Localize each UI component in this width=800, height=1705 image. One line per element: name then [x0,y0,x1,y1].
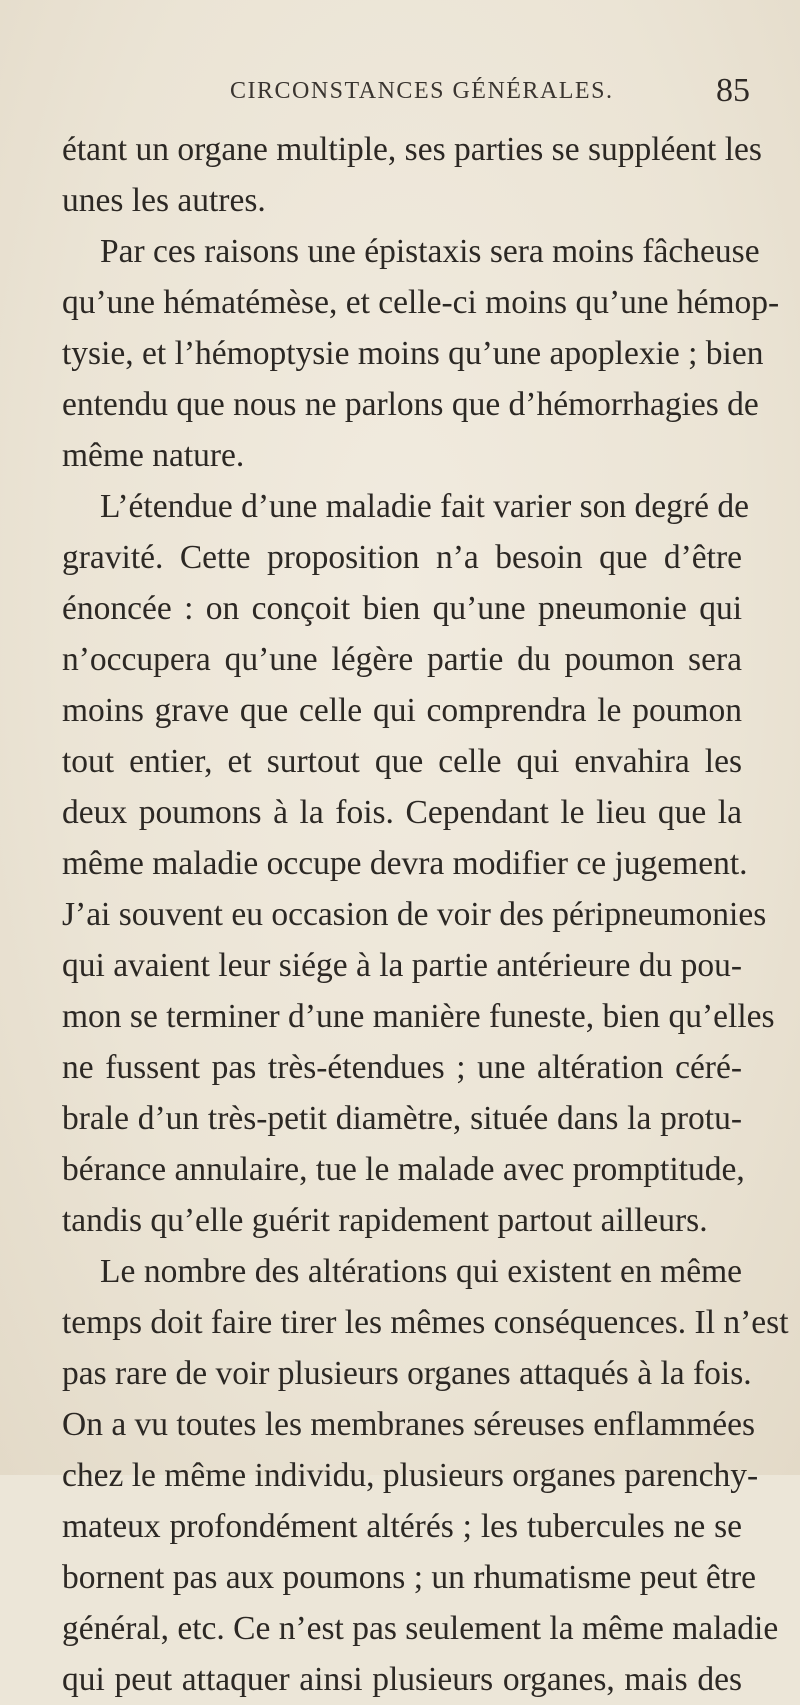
running-head [60,72,750,118]
text-line: deux poumons à la fois. Cependant le lieu que la [62,794,742,831]
text-line: général, etc. Ce n’est pas seulement la même maladie [62,1610,779,1647]
text-line: n’occupera qu’une légère partie du poumon sera [62,641,742,678]
text-line: énoncée : on conçoit bien qu’une pneumonie qui [62,590,742,627]
text-line: J’ai souvent eu occasion de voir des péripneumonies [62,896,767,933]
text-line: tout entier, et surtout que celle qui envahira les [62,743,742,780]
text-line: bornent pas aux poumons ; un rhumatisme peut être [62,1559,757,1596]
text-line: même maladie occupe devra modifier ce jugement. [62,845,748,882]
text-line: Le nombre des altérations qui existent en même [100,1253,742,1290]
text-line: On a vu toutes les membranes séreuses enflammées [62,1406,756,1443]
text-line: chez le même individu, plusieurs organes parenchy- [62,1457,759,1494]
text-line: qui avaient leur siége à la partie antérieure du pou- [62,947,742,984]
text-line: tysie, et l’hémoptysie moins qu’une apoplexie ; bien [62,335,764,372]
text-line: ne fussent pas très-étendues ; une altération céré- [62,1049,742,1086]
text-line: gravité. Cette proposition n’a besoin que d’être [62,539,742,576]
page-number: 85 [716,72,750,109]
running-title: CIRCONSTANCES GÉNÉRALES. [230,78,614,104]
text-line: temps doit faire tirer les mêmes conséquences. Il n’est [62,1304,789,1341]
body-text [62,124,789,1705]
text-line: mon se terminer d’une manière funeste, bien qu’elles [62,998,775,1035]
text-line: bérance annulaire, tue le malade avec promptitude, [62,1151,745,1188]
text-line: brale d’un très-petit diamètre, située dans la protu- [62,1100,742,1137]
text-line: mateux profondément altérés ; les tubercules ne se [62,1508,742,1545]
text-line: L’étendue d’une maladie fait varier son degré de [100,488,749,525]
text-line: qu’une hématémèse, et celle-ci moins qu’une hémop- [62,284,780,321]
text-line: moins grave que celle qui comprendra le poumon [62,692,742,729]
text-line: même nature. [62,437,245,474]
text-line: tandis qu’elle guérit rapidement partout ailleurs. [62,1202,708,1239]
text-line: unes les autres. [62,182,266,219]
text-line: Par ces raisons une épistaxis sera moins fâcheuse [100,233,760,270]
text-line: entendu que nous ne parlons que d’hémorrhagies de [62,386,759,423]
text-line: pas rare de voir plusieurs organes attaqués à la fois. [62,1355,752,1392]
text-line: qui peut attaquer ainsi plusieurs organes, mais des [62,1661,742,1698]
text-line: étant un organe multiple, ses parties se suppléent les [62,131,762,168]
